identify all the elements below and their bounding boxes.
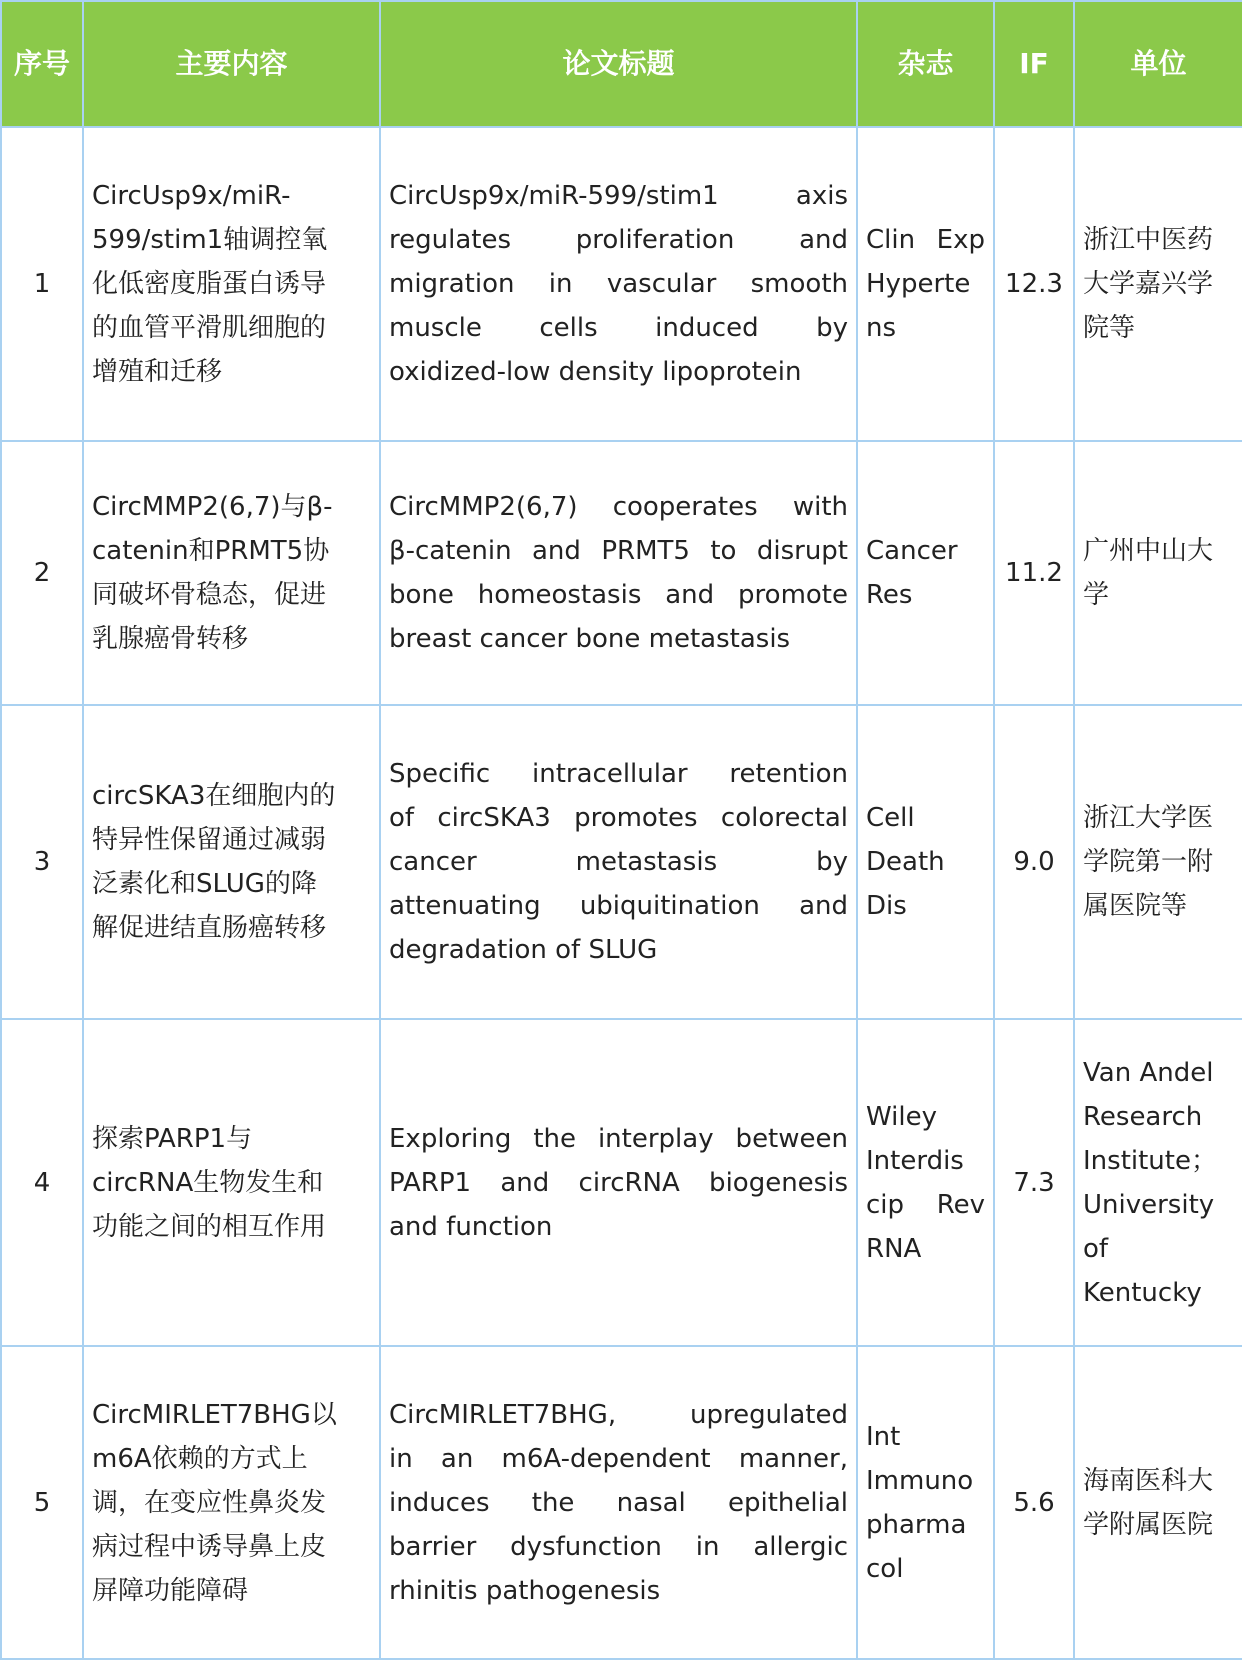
paper-title-line: CircMMP2(6,7) cooperates with — [389, 492, 848, 522]
paper-title-line: Specific intracellular retention — [389, 759, 848, 789]
institution-line: 浙江大学医 — [1083, 803, 1214, 833]
journal-line: col — [866, 1553, 904, 1584]
paper-title — [380, 1346, 857, 1659]
journal-line: cip Rev — [866, 1189, 985, 1220]
journal-line: Immuno — [866, 1465, 974, 1496]
table-row — [1, 441, 1242, 705]
impact-factor: 5.6 — [994, 1346, 1074, 1659]
main-content — [83, 127, 380, 441]
journal — [857, 127, 994, 441]
institution-line: 大学嘉兴学 — [1083, 269, 1214, 299]
main-content — [83, 1346, 380, 1659]
institution — [1074, 705, 1242, 1019]
table-row — [1, 1346, 1242, 1659]
paper-title-line: regulates proliferation and — [389, 225, 848, 255]
main-content-line: 599/stim1轴调控氧 — [92, 225, 328, 255]
main-content-line: m6A依赖的方式上 — [92, 1443, 308, 1474]
journal-line: Death — [866, 847, 945, 877]
header-unit: 单位 — [1074, 1, 1242, 127]
row-number: 2 — [1, 441, 83, 705]
journal-line: Cancer — [866, 536, 958, 566]
journal-line: Clin Exp — [866, 225, 985, 255]
table-row — [1, 1019, 1242, 1346]
table-row — [1, 127, 1242, 441]
institution-line: Kentucky — [1083, 1277, 1202, 1308]
main-content-line: 探索PARP1与 — [92, 1123, 253, 1154]
main-content-line: 泛素化和SLUG的降 — [92, 869, 317, 899]
institution-line: 学 — [1083, 580, 1110, 610]
main-content — [83, 1019, 380, 1346]
journal-line: Dis — [866, 891, 907, 921]
institution — [1074, 441, 1242, 705]
table-row — [1, 705, 1242, 1019]
paper-title-line: bone homeostasis and promote — [389, 580, 848, 610]
main-content-line: CircMMP2(6,7)与β- — [92, 492, 333, 522]
journal — [857, 705, 994, 1019]
main-content-line: 特异性保留通过减弱 — [92, 825, 327, 855]
header-content: 主要内容 — [83, 1, 380, 127]
journal-line: Cell — [866, 803, 915, 833]
journal-line: Hyperte — [866, 269, 971, 299]
journal-line: pharma — [866, 1509, 967, 1540]
main-content — [83, 441, 380, 705]
paper-title-line: breast cancer bone metastasis — [389, 624, 791, 654]
main-content-line: 的血管平滑肌细胞的 — [92, 313, 327, 343]
journal — [857, 1019, 994, 1346]
main-content-line: 屏障功能障碍 — [92, 1575, 249, 1606]
institution-line: 浙江中医药 — [1083, 225, 1214, 255]
journal-line: ns — [866, 313, 897, 343]
paper-title-line: induces the nasal epithelial — [389, 1487, 848, 1518]
paper-title-line: oxidized-low density lipoprotein — [389, 357, 802, 387]
header-title: 论文标题 — [380, 1, 857, 127]
paper-title-line: cancer metastasis by — [389, 847, 848, 877]
institution-line: Van Andel — [1083, 1057, 1214, 1088]
paper-title-line: attenuating ubiquitination and — [389, 891, 848, 921]
paper-title-line: Exploring the interplay between — [389, 1123, 848, 1154]
row-number: 5 — [1, 1346, 83, 1659]
institution-line: 广州中山大 — [1083, 536, 1214, 566]
main-content-line: CircUsp9x/miR- — [92, 181, 291, 211]
row-number: 4 — [1, 1019, 83, 1346]
institution-line: 学附属医院 — [1083, 1509, 1214, 1540]
institution — [1074, 1019, 1242, 1346]
journal-line: RNA — [866, 1233, 922, 1264]
main-content-line: 解促进结直肠癌转移 — [92, 913, 327, 943]
main-content — [83, 705, 380, 1019]
main-content-line: 化低密度脂蛋白诱导 — [92, 269, 327, 299]
institution-line: of — [1083, 1233, 1109, 1264]
main-content-line: catenin和PRMT5协 — [92, 536, 330, 566]
impact-factor: 12.3 — [994, 127, 1074, 441]
institution-line: 院等 — [1083, 313, 1136, 343]
journal-line: Res — [866, 580, 913, 610]
paper-title — [380, 441, 857, 705]
paper-title-line: in an m6A-dependent manner, — [389, 1443, 848, 1474]
institution — [1074, 127, 1242, 441]
main-content-line: 病过程中诱导鼻上皮 — [92, 1531, 327, 1562]
institution-line: Institute； — [1083, 1145, 1217, 1176]
paper-title-line: CircMIRLET7BHG, upregulated — [389, 1399, 848, 1430]
journal-line: Wiley — [866, 1101, 937, 1132]
main-content-line: circRNA生物发生和 — [92, 1167, 324, 1198]
institution — [1074, 1346, 1242, 1659]
row-number: 1 — [1, 127, 83, 441]
main-content-line: 乳腺癌骨转移 — [92, 624, 249, 654]
journal-line: Int — [866, 1421, 901, 1452]
paper-title-line: rhinitis pathogenesis — [389, 1575, 661, 1606]
paper-title — [380, 1019, 857, 1346]
paper-title-line: and function — [389, 1211, 553, 1242]
header-row — [1, 1, 1242, 127]
institution-line: 学院第一附 — [1083, 847, 1214, 877]
header-no: 序号 — [1, 1, 83, 127]
institution-line: 海南医科大 — [1083, 1465, 1214, 1496]
main-content-line: 调，在变应性鼻炎发 — [92, 1487, 327, 1518]
row-number: 3 — [1, 705, 83, 1019]
impact-factor: 7.3 — [994, 1019, 1074, 1346]
paper-title-line: CircUsp9x/miR-599/stim1 axis — [389, 181, 848, 211]
journal — [857, 441, 994, 705]
journal-line: Interdis — [866, 1145, 964, 1176]
paper-title-line: muscle cells induced by — [389, 313, 848, 343]
journal — [857, 1346, 994, 1659]
paper-title-line: of circSKA3 promotes colorectal — [389, 803, 848, 833]
main-content-line: circSKA3在细胞内的 — [92, 781, 336, 811]
institution-line: 属医院等 — [1083, 891, 1188, 921]
paper-title-line: PARP1 and circRNA biogenesis — [389, 1167, 848, 1198]
institution-line: Research — [1083, 1101, 1203, 1132]
paper-title — [380, 705, 857, 1019]
paper-title-line: migration in vascular smooth — [389, 269, 848, 299]
paper-title-line: degradation of SLUG — [389, 935, 658, 965]
paper-title-line: β-catenin and PRMT5 to disrupt — [389, 536, 848, 566]
header-journal: 杂志 — [857, 1, 994, 127]
main-content-line: 同破坏骨稳态，促进 — [92, 580, 327, 610]
header-if: IF — [994, 1, 1074, 127]
paper-title — [380, 127, 857, 441]
institution-line: University — [1083, 1189, 1215, 1220]
impact-factor: 9.0 — [994, 705, 1074, 1019]
paper-title-line: barrier dysfunction in allergic — [389, 1531, 848, 1562]
main-content-line: CircMIRLET7BHG以 — [92, 1399, 337, 1430]
impact-factor: 11.2 — [994, 441, 1074, 705]
main-content-line: 功能之间的相互作用 — [92, 1211, 327, 1242]
main-content-line: 增殖和迁移 — [92, 357, 223, 387]
